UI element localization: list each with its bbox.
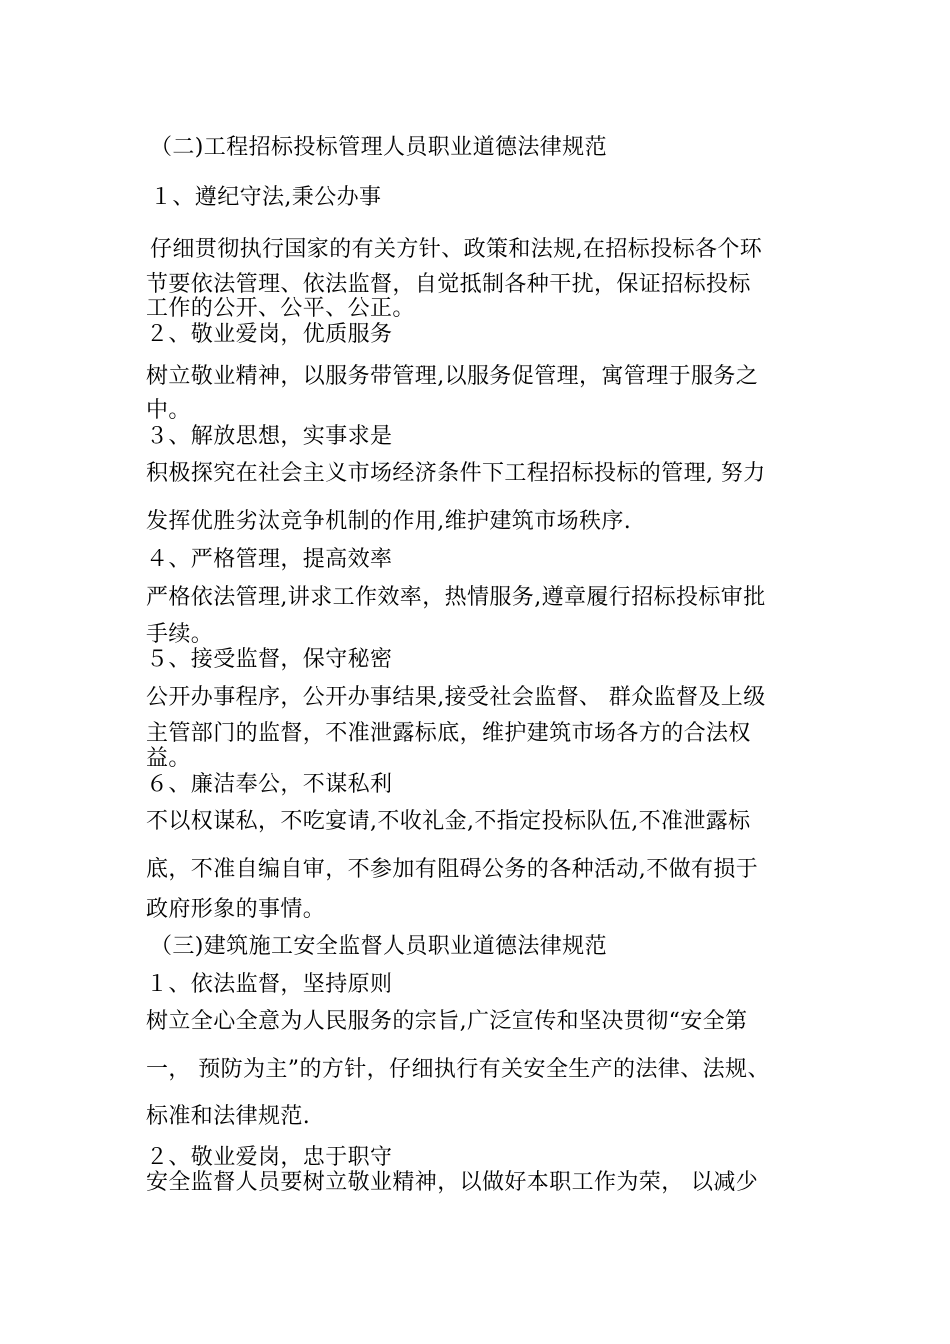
paragraph-line: 积极探究在社会主义市场经济条件下工程招标投标的管理, 努力 [146,461,766,486]
paragraph-line: 不以权谋私，不吃宴请,不收礼金,不指定投标队伍,不准泄露标 [146,809,751,834]
item-heading: ５、接受监督，保守秘密 [146,647,393,672]
paragraph-line: 工作的公开、公平、公正。 [146,296,415,321]
paragraph-line: 节要依法管理、依法监督，自觉抵制各种干扰，保证招标投标 [146,272,751,297]
paragraph-line: 主管部门的监督，不准泄露标底，维护建筑市场各方的合法权 [146,721,751,746]
section-heading: （三)建筑施工安全监督人员职业道德法律规范 [150,934,607,959]
item-heading: ３、解放思想，实事求是 [146,424,393,449]
section-heading: （二)工程招标投标管理人员职业道德法律规范 [150,135,607,160]
item-heading: ２、敬业爱岗，忠于职守 [146,1145,393,1170]
paragraph-line: 严格依法管理,讲求工作效率，热情服务,遵章履行招标投标审批 [146,585,766,610]
paragraph-line: 标准和法律规范. [146,1104,311,1129]
paragraph-line: 公开办事程序，公开办事结果,接受社会监督、 群众监督及上级 [146,685,766,710]
paragraph-line: 底，不准自编自审，不参加有阻碍公务的各种活动,不做有损于 [146,857,759,882]
item-heading: ６、廉洁奉公，不谋私利 [146,772,393,797]
paragraph-line: 中。 [146,398,191,423]
paragraph-line: 发挥优胜劣汰竞争机制的作用,维护建筑市场秩序. [146,509,632,534]
item-heading: ４、严格管理，提高效率 [146,547,393,572]
item-heading: １、依法监督，坚持原则 [146,972,393,997]
item-heading: ２、敬业爱岗，优质服务 [146,322,393,347]
paragraph-line: 树立全心全意为人民服务的宗旨,广泛宣传和坚决贯彻“安全第 [146,1009,748,1034]
paragraph-line: 安全监督人员要树立敬业精神，以做好本职工作为荣， 以减少 [146,1170,759,1195]
paragraph-line: 仔细贯彻执行国家的有关方针、政策和法规,在招标投标各个环 [150,237,763,262]
item-heading: １、遵纪守法,秉公办事 [150,185,382,210]
paragraph-line: 手续。 [146,622,214,647]
paragraph-line: 一， 预防为主”的方针，仔细执行有关安全生产的法律、法规、 [146,1057,770,1082]
paragraph-line: 政府形象的事情。 [146,897,326,922]
paragraph-line: 树立敬业精神，以服务带管理,以服务促管理，寓管理于服务之 [146,364,759,389]
paragraph-line: 益。 [146,746,191,771]
